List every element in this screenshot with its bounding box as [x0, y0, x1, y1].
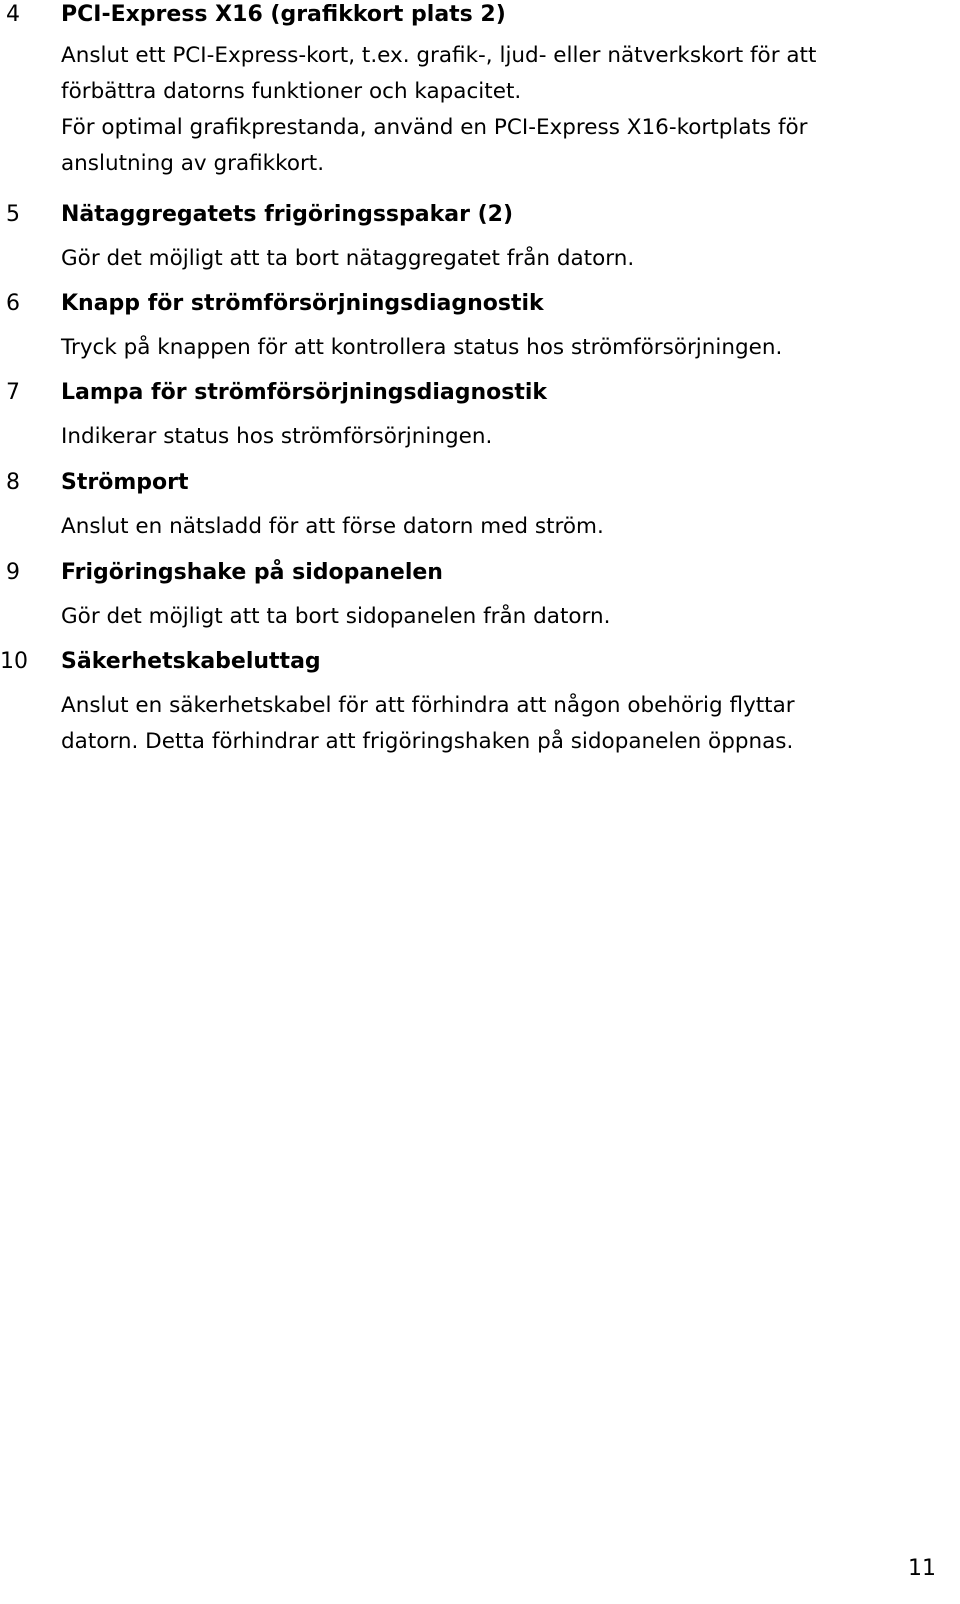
item-number: 7	[6, 380, 20, 405]
item-heading: Säkerhetskabeluttag	[61, 649, 321, 674]
item-description	[61, 599, 941, 635]
item-number: 6	[6, 291, 20, 316]
item-description	[61, 419, 941, 455]
item-heading: PCI-Express X16 (grafikkort plats 2)	[61, 2, 506, 27]
item-number: 10	[0, 649, 28, 674]
description-line: Indikerar status hos strömförsörjningen.	[61, 424, 493, 449]
item-heading: Strömport	[61, 470, 189, 495]
description-line: datorn. Detta förhindrar att frigöringshaken på sidopanelen öppnas.	[61, 729, 794, 754]
description-line: Anslut en säkerhetskabel för att förhindra att någon obehörig flyttar	[61, 693, 795, 718]
description-line: förbättra datorns funktioner och kapacitet.	[61, 79, 522, 104]
item-heading: Nätaggregatets frigöringsspakar (2)	[61, 202, 513, 227]
item-description	[61, 241, 941, 277]
item-number: 9	[6, 560, 20, 585]
description-line: anslutning av grafikkort.	[61, 151, 325, 176]
item-description	[61, 38, 941, 182]
item-heading: Knapp för strömförsörjningsdiagnostik	[61, 291, 544, 316]
item-description	[61, 330, 941, 366]
item-heading: Lampa för strömförsörjningsdiagnostik	[61, 380, 548, 405]
item-description	[61, 688, 941, 760]
item-description	[61, 509, 941, 545]
description-line: Anslut en nätsladd för att förse datorn med ström.	[61, 514, 604, 539]
item-number: 4	[6, 2, 20, 27]
description-line: Anslut ett PCI-Express-kort, t.ex. grafik-, ljud- eller nätverkskort för att	[61, 43, 817, 68]
description-line: För optimal grafikprestanda, använd en PCI-Express X16-kortplats för	[61, 115, 808, 140]
item-number: 8	[6, 470, 20, 495]
item-heading: Frigöringshake på sidopanelen	[61, 560, 443, 585]
description-line: Tryck på knappen för att kontrollera status hos strömförsörjningen.	[61, 335, 783, 360]
description-line: Gör det möjligt att ta bort sidopanelen från datorn.	[61, 604, 611, 629]
item-number: 5	[6, 202, 20, 227]
description-line: Gör det möjligt att ta bort nätaggregatet från datorn.	[61, 246, 635, 271]
page-number: 11	[908, 1556, 936, 1581]
